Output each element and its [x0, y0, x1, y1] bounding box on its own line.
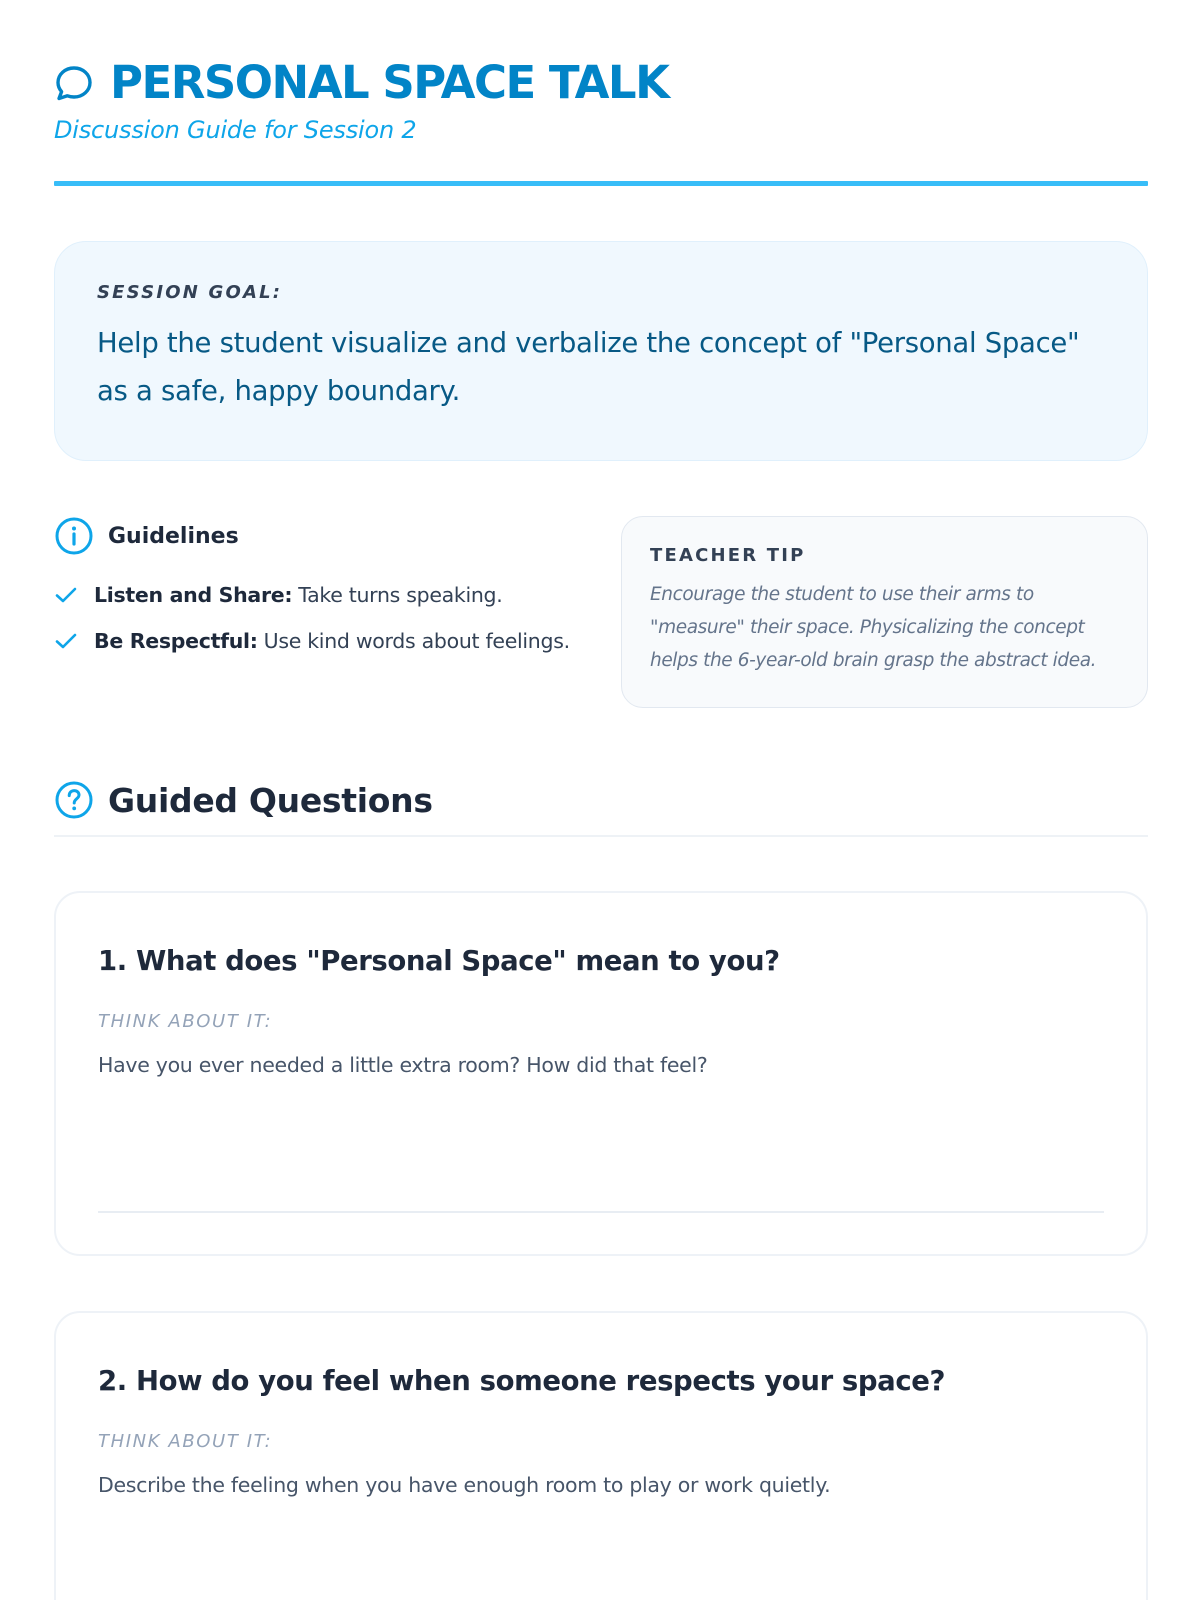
guidelines-section — [54, 516, 614, 664]
guideline-text: Take turns speaking. — [298, 583, 503, 607]
guidelines-list — [54, 572, 614, 664]
check-icon — [54, 583, 78, 607]
guideline-item — [54, 618, 614, 664]
info-icon — [54, 516, 94, 556]
page-title: PERSONAL SPACE TALK — [110, 56, 669, 109]
guideline-item — [54, 572, 614, 618]
guideline-text: Use kind words about feelings. — [263, 629, 570, 653]
guided-questions-title: Guided Questions — [108, 780, 433, 820]
session-goal-box — [54, 241, 1148, 461]
section-divider — [54, 835, 1148, 837]
question-title: 2. How do you feel when someone respects your space? — [98, 1365, 946, 1397]
check-icon — [54, 629, 78, 653]
guideline-heading: Listen and Share: — [94, 583, 293, 607]
answer-line — [98, 1211, 1104, 1213]
think-about-it-label: THINK ABOUT IT: — [98, 1431, 273, 1452]
question-prompt: Have you ever needed a little extra room? How did that feel? — [98, 1053, 708, 1077]
title-row — [54, 56, 1148, 110]
question-circle-icon — [54, 780, 94, 820]
guideline-heading: Be Respectful: — [94, 629, 258, 653]
guidelines-title: Guidelines — [108, 523, 239, 549]
chat-bubble-icon — [54, 63, 94, 103]
guided-questions-header — [54, 778, 1148, 822]
teacher-tip-box — [621, 516, 1148, 708]
session-goal-label: SESSION GOAL: — [97, 282, 283, 303]
question-prompt: Describe the feeling when you have enough room to play or work quietly. — [98, 1473, 831, 1497]
question-card — [54, 1311, 1148, 1600]
think-about-it-label: THINK ABOUT IT: — [98, 1011, 273, 1032]
guidelines-header — [54, 516, 614, 556]
session-goal-text: Help the student visualize and verbalize the concept of "Personal Space" as a safe, happy boundary. — [97, 327, 1080, 407]
question-title: 1. What does "Personal Space" mean to you? — [98, 945, 780, 977]
teacher-tip-text: Encourage the student to use their arms to "measure" their space. Physicalizing the concept helps the 6-year-old brain grasp the abstract idea. — [650, 584, 1097, 671]
teacher-tip-label: TEACHER TIP — [650, 545, 806, 566]
page-subtitle: Discussion Guide for Session 2 — [54, 116, 417, 144]
header-divider — [54, 181, 1148, 186]
question-card — [54, 891, 1148, 1256]
page-header — [54, 56, 1148, 144]
